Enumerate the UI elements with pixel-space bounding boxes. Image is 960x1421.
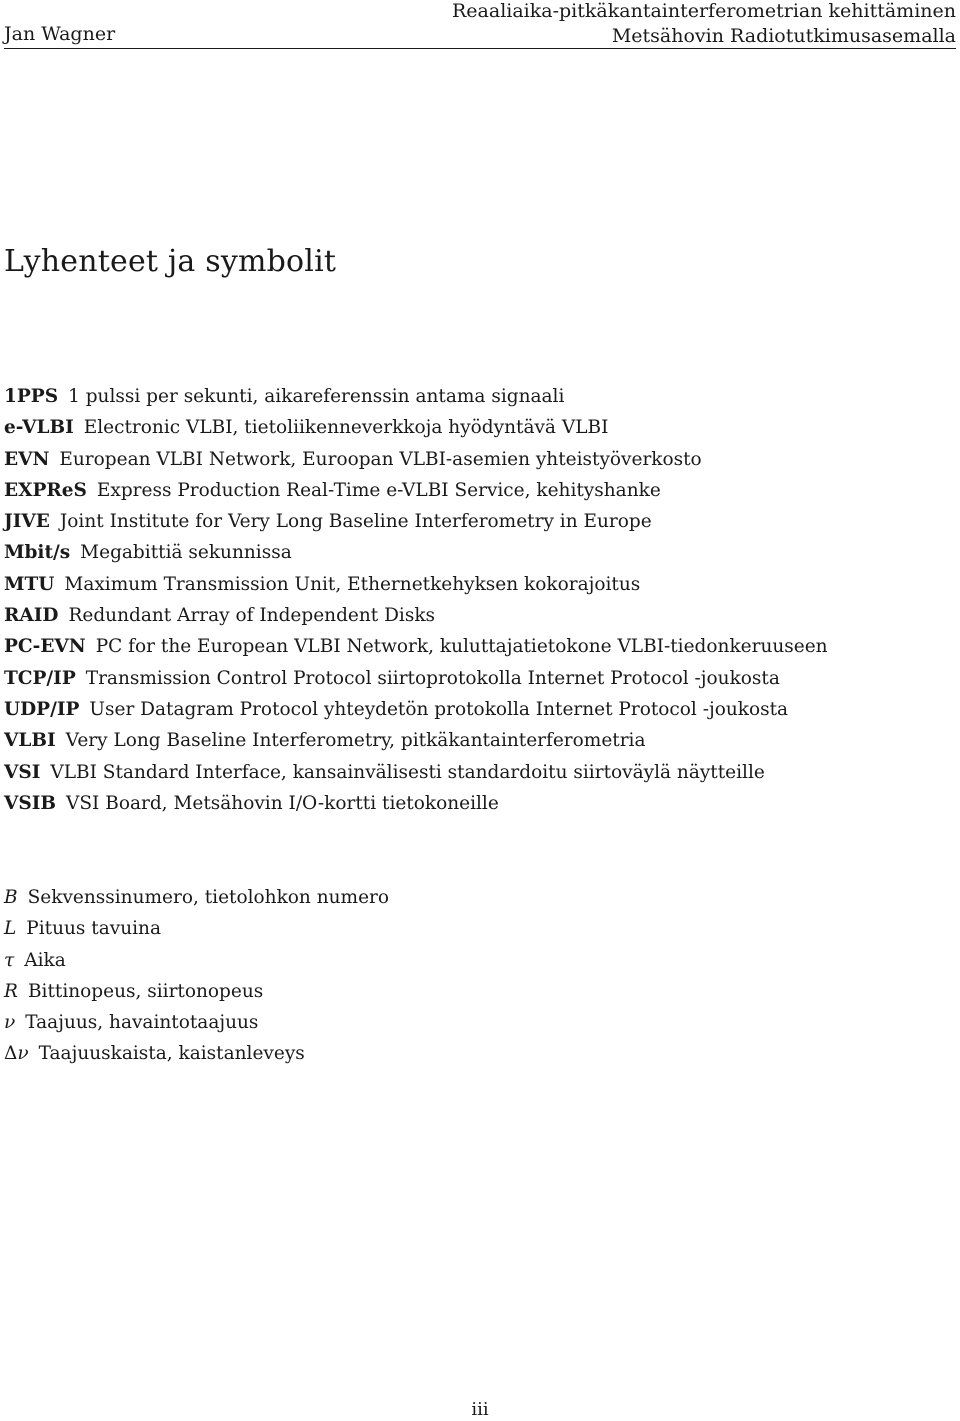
symbol-definition: Bittinopeus, siirtonopeus [27,980,264,1002]
abbreviation-term: VLBI [4,730,56,752]
abbreviation-definition: User Datagram Protocol yhteydetön protokolla Internet Protocol -joukosta [89,698,789,720]
abbreviation-term: EVN [4,448,50,470]
abbreviation-definition: Joint Institute for Very Long Baseline Interferometry in Europe [59,511,652,533]
symbol-item [4,945,389,976]
abbreviation-item [4,537,828,568]
abbreviation-term: MTU [4,573,55,595]
symbol [4,1043,29,1064]
abbreviation-term: UDP/IP [4,698,80,720]
abbreviation-definition: VSI Board, Metsähovin I/O-kortti tietokoneille [66,792,499,814]
abbreviation-item [4,631,828,662]
symbol: R [4,980,18,1002]
symbol-definition: Sekvenssinumero, tietolohkon numero [27,887,390,908]
page-number: iii [471,1399,489,1420]
abbreviation-term: VSIB [4,792,57,814]
symbol-nu: ν [17,1043,29,1065]
symbol-item [4,1038,389,1069]
header-title-block [452,0,956,49]
abbreviation-item [4,694,828,725]
abbreviation-term: e-VLBI [4,417,74,439]
abbreviation-definition: Megabittiä sekunnissa [80,542,292,564]
abbreviation-definition: Very Long Baseline Interferometry, pitkäkantainterferometria [65,730,646,752]
abbreviation-definition: Redundant Array of Independent Disks [68,605,436,627]
symbol-definition: Pituus tavuina [26,918,161,940]
symbol: τ [4,949,15,971]
symbol-definition: Taajuus, havaintotaajuus [25,1012,259,1034]
abbreviation-item [4,381,828,412]
abbreviation-definition: VLBI Standard Interface, kansainvälisesti standardoitu siirtoväylä näytteille [50,761,765,783]
symbol-item [4,882,389,913]
symbol: ν [4,1012,16,1034]
symbol-definition: Aika [24,949,66,971]
abbreviation-list [4,381,828,819]
abbreviation-term: TCP/IP [4,667,76,689]
abbreviation-definition: Maximum Transmission Unit, Ethernetkehyksen kokorajoitus [64,573,641,595]
symbol-item [4,913,389,944]
running-header [4,0,956,49]
abbreviation-term: PC-EVN [4,636,86,658]
abbreviation-definition: Transmission Control Protocol siirtoprotokolla Internet Protocol -joukosta [85,667,780,689]
abbreviation-item [4,412,828,443]
abbreviation-term: EXPReS [4,479,87,501]
abbreviation-definition: Electronic VLBI, tietoliikenneverkkoja hyödyntävä VLBI [83,417,609,439]
abbreviation-term: VSI [4,761,41,783]
symbol: B [4,887,18,908]
abbreviation-term: Mbit/s [4,542,71,564]
symbol-list [4,882,389,1070]
header-author: Jan Wagner [4,23,116,45]
symbol-item [4,1007,389,1038]
abbreviation-definition: European VLBI Network, Euroopan VLBI-asemien yhteistyöverkosto [59,448,702,470]
symbol: L [4,918,17,940]
abbreviation-item [4,663,828,694]
abbreviation-item [4,506,828,537]
symbol-delta: Δ [4,1043,18,1065]
abbreviation-item [4,569,828,600]
abbreviation-definition: Express Production Real-Time e-VLBI Service, kehityshanke [96,479,661,501]
section-title: Lyhenteet ja symbolit [4,244,337,279]
abbreviation-term: RAID [4,605,59,627]
abbreviation-item [4,788,828,819]
symbol-item [4,976,389,1007]
abbreviation-definition: 1 pulssi per sekunti, aikareferenssin antama signaali [68,386,565,407]
header-title-line-2: Metsähovin Radiotutkimusasemalla [611,25,956,47]
abbreviation-item [4,444,828,475]
header-title-line-1: Reaaliaika-pitkäkantainterferometrian kehittäminen [452,0,956,22]
abbreviation-item [4,475,828,506]
abbreviation-term: 1PPS [4,386,59,407]
abbreviation-term: JIVE [4,511,50,533]
abbreviation-item [4,600,828,631]
symbol-definition: Taajuuskaista, kaistanleveys [38,1043,305,1065]
abbreviation-item [4,757,828,788]
abbreviation-definition: PC for the European VLBI Network, kuluttajatietokone VLBI-tiedonkeruuseen [95,636,828,658]
abbreviation-item [4,725,828,756]
